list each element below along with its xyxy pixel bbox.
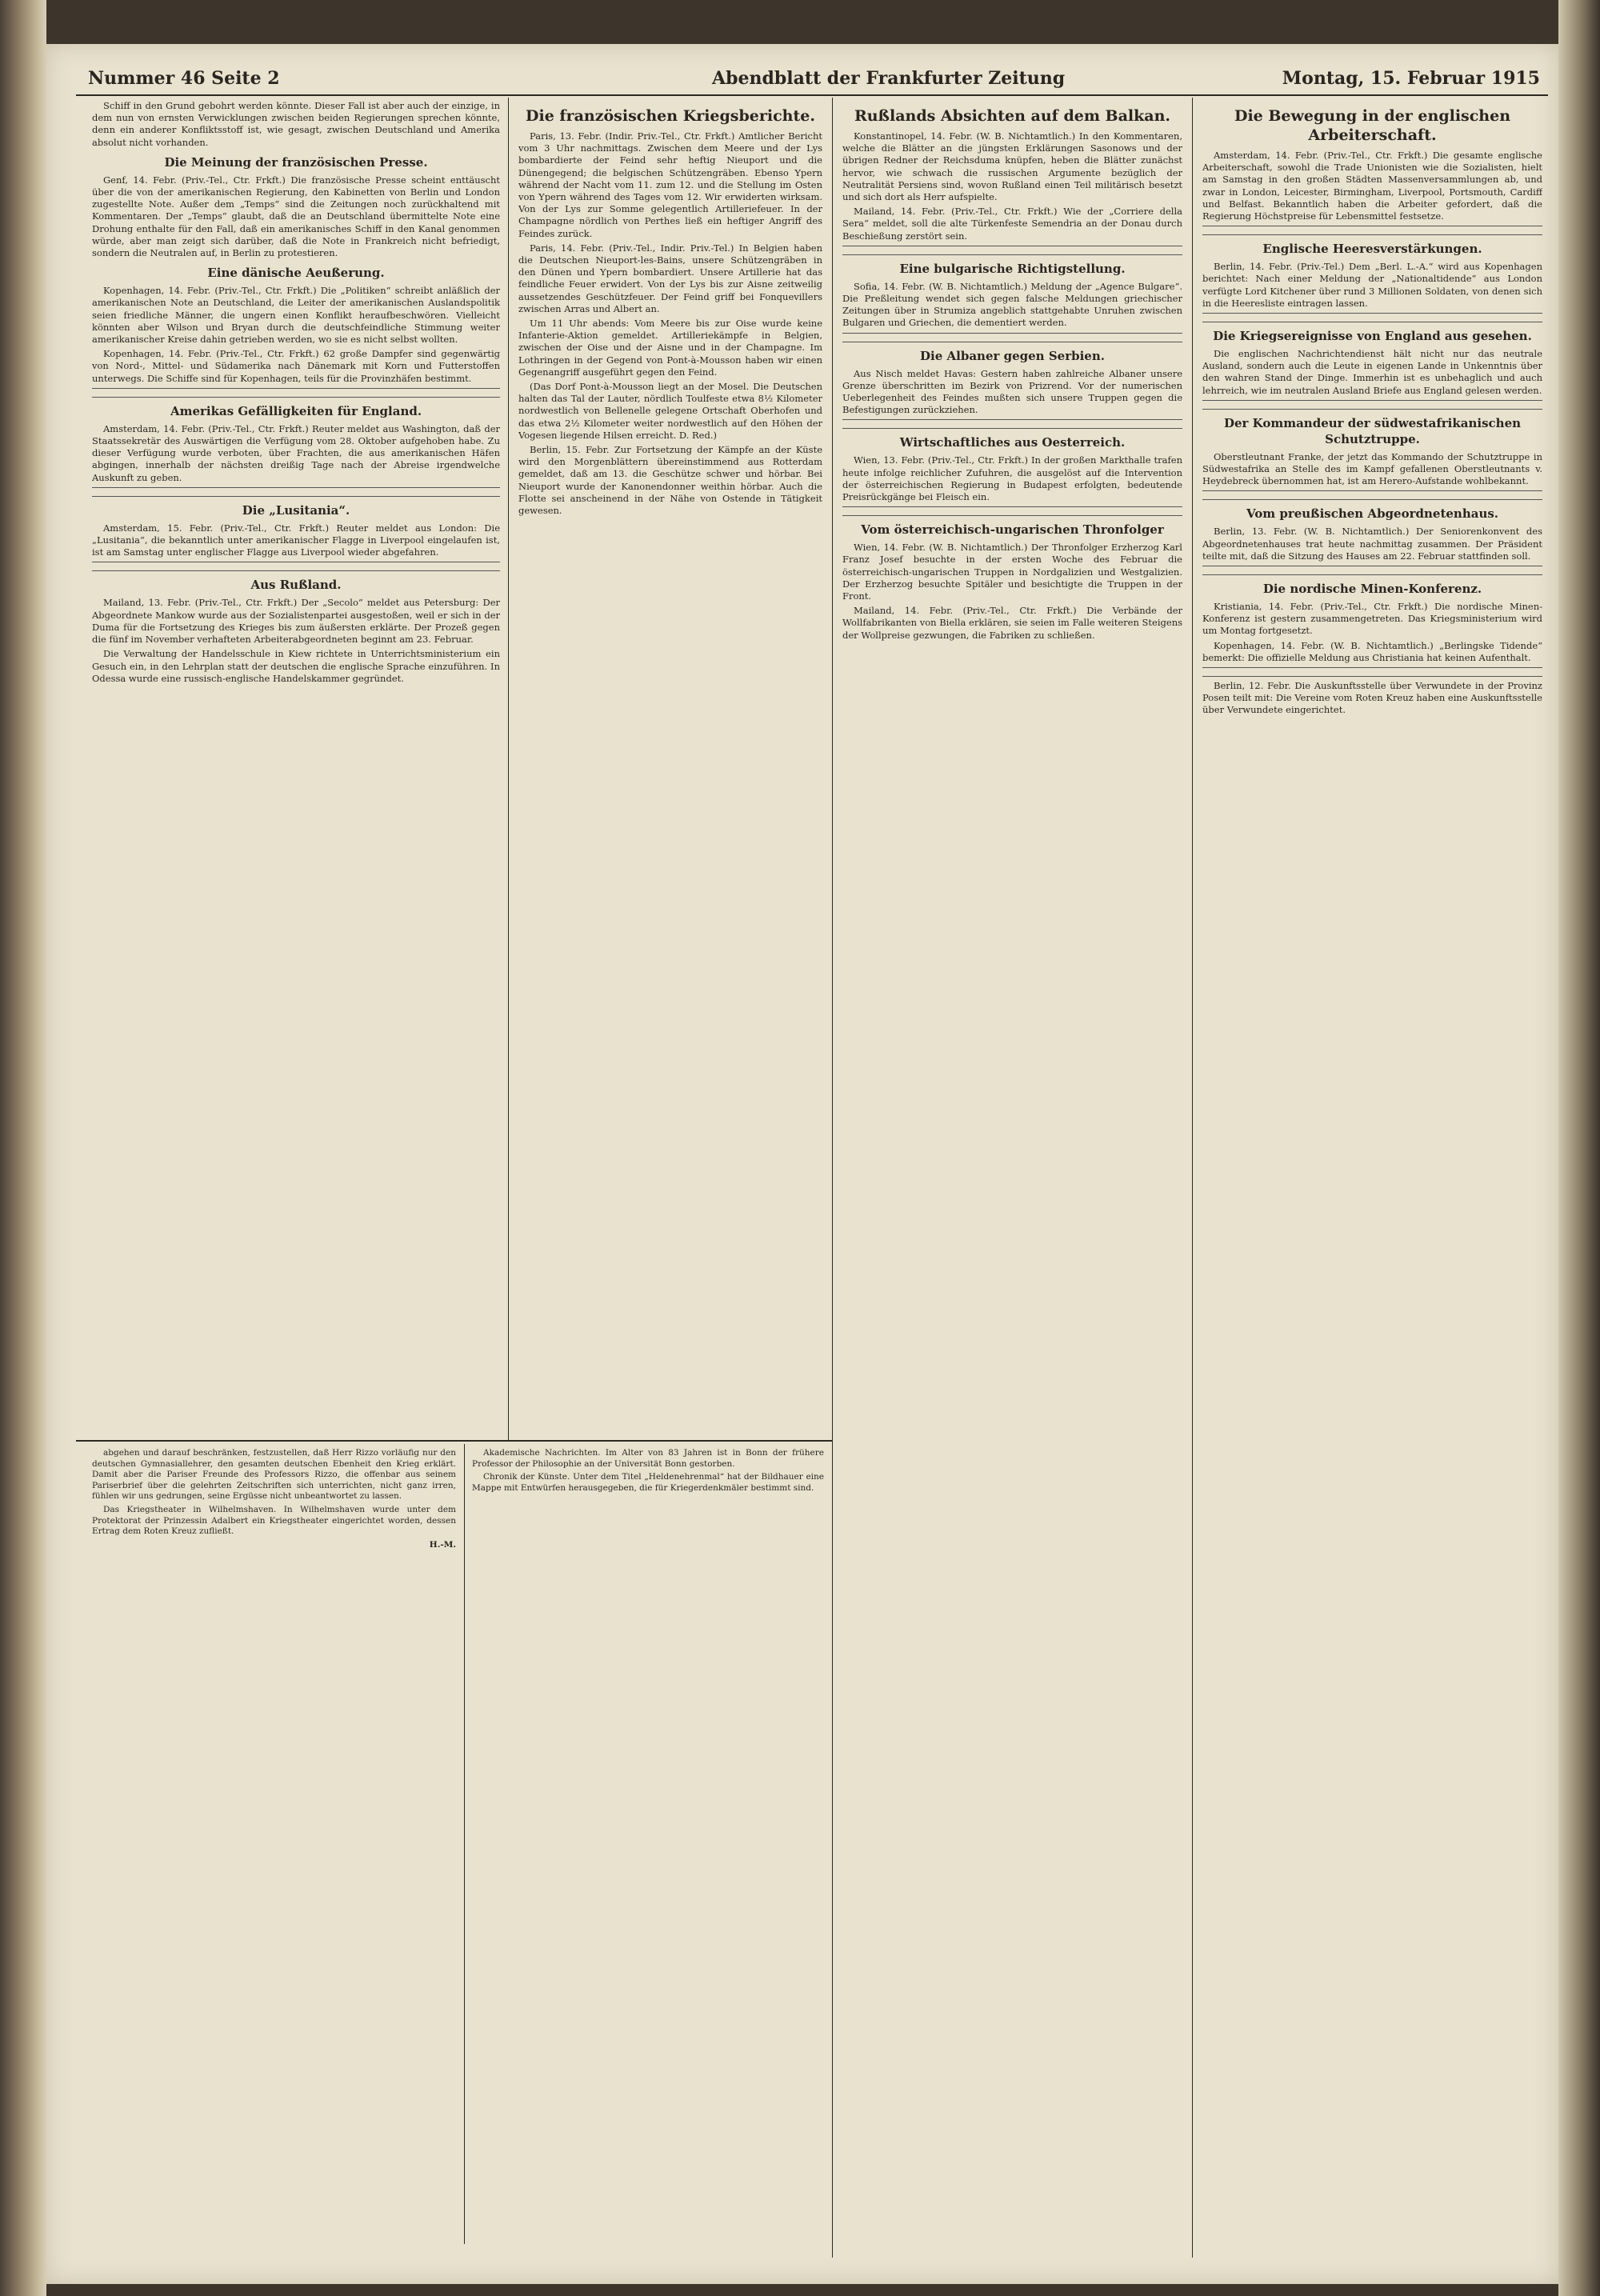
author-signature: H.-M.	[429, 1539, 456, 1550]
article-paragraph: Amsterdam, 14. Febr. (Priv.-Tel., Ctr. Frkft.) Reuter meldet aus Washington, daß der Staatssekretär des Auswärtigen die Verfügung vom 28. Oktober aufgehoben habe. Zu dieser Verfügung wurde verboten, über Frachten, die aus amerikanischen Häfen abgingen, innerhalb der nächsten dreißig Tage nach der Abreise irgendwelche Auskunft zu geben.	[92, 422, 500, 483]
article-paragraph: Amsterdam, 14. Febr. (Priv.-Tel., Ctr. Frkft.) Die gesamte englische Arbeiterschaft, sowohl die Trade Unionisten wie die Sozialisten, hielt am Samstag in den großen Städten Massenversammlungen ab, und zwar in London, Leicester, Birmingham, Liverpool, Portsmouth, Cardiff und Belfast. Bekanntlich haben die Arbeiter gefordert, daß die Regierung Höchstpreise für Lebensmittel festsetze.	[1202, 150, 1542, 222]
section-divider	[842, 419, 1182, 429]
column-rule	[832, 98, 833, 2258]
article-paragraph: Berlin, 12. Febr. Die Auskunftsstelle über Verwundete in der Provinz Posen teilt mit: Die Vereine vom Roten Kreuz haben eine Auskunftsstelle über Verwundete eingerichtet.	[1202, 680, 1542, 716]
feuilleton-paragraph: Chronik der Künste. Unter dem Titel „Heldenehrenmal“ hat der Bildhauer eine Mappe mit Entwürfen herausgegeben, die für Kriegerdenkmäler bestimmt sind.	[472, 1472, 824, 1493]
column-2	[518, 100, 822, 1436]
book-binding-left	[0, 0, 46, 2296]
feuilleton-rule	[76, 1440, 833, 1442]
headline: Der Kommandeur der südwestafrikanischen Schutztruppe.	[1223, 415, 1522, 446]
article-paragraph: Kristiania, 14. Febr. (Priv.-Tel., Ctr. Frkft.) Die nordische Minen-Konferenz ist gestern zusammengetreten. Das Kriegsministerium wird um Montag fortgesetzt.	[1202, 601, 1542, 637]
section-divider	[1202, 226, 1542, 235]
article-paragraph: Die englischen Nachrichtendienst hält nicht nur das neutrale Ausland, sondern auch die Leute in eigenen Lande in Unkenntnis über den wahren Stand der Dinge. Immerhin ist es unbehaglich und auch lehrreich, wie im neutralen Ausland Briefe aus England gelesen werden.	[1202, 348, 1542, 396]
article-paragraph: Wien, 13. Febr. (Priv.-Tel., Ctr. Frkft.) In der großen Markthalle trafen heute infolge reichlicher Zufuhren, die ausgelöst auf die Intervention der österreichischen Regierung in Budapest erfolgten, bedeutende Preisrückgänge bei Fleisch ein.	[842, 454, 1182, 503]
article-paragraph: (Das Dorf Pont-à-Mousson liegt an der Mosel. Die Deutschen halten das Tal der Lauter, nördlich Toulfeste etwa 8½ Kilometer nordwestlich von Bellenelle gelegene Ortschaft Oberhofen und das etwa 2½ Kilometer weiter nordwestlich auf den Höhen der Vogesen liegende Hilsen erreicht. D. Red.)	[518, 381, 822, 441]
column-4	[1202, 100, 1542, 2244]
article-paragraph: Mailand, 13. Febr. (Priv.-Tel., Ctr. Frkft.) Der „Secolo“ meldet aus Petersburg: Der Abgeordnete Mankow wurde aus der Sozialistenpartei ausgestoßen, weil er sich in der Duma für die Fortsetzung des Krieges bis zum äußersten erklärte. Der Prozeß gegen die fünf im November verhafteten Arbeiterabgeordneten beginnt am 23. Februar.	[92, 597, 500, 646]
section-divider	[1202, 400, 1542, 410]
section-divider	[842, 246, 1182, 255]
feuilleton-left	[92, 1448, 456, 2240]
article-paragraph: Aus Nisch meldet Havas: Gestern haben zahlreiche Albaner unsere Grenze überschritten im Bezirk von Prizrend. Vor der numerischen Ueberlegenheit des Feindes mußten sich unsere Truppen gegen die Befestigungen zurückziehen.	[842, 367, 1182, 416]
headline: Vom österreichisch-ungarischen Thronfolger	[861, 522, 1164, 538]
article-paragraph: Sofia, 14. Febr. (W. B. Nichtamtlich.) Meldung der „Agence Bulgare“. Die Preßleitung wendet sich gegen falsche Meldungen griechischer Zeitungen über in Strumiza angeblich stattgehabte Unruhen zwischen Bulgaren und Griechen, die dementiert werden.	[842, 280, 1182, 329]
headline: Die Bewegung in der englischen Arbeiterschaft.	[1234, 107, 1511, 144]
headline: Die nordische Minen-Konferenz.	[1262, 582, 1482, 597]
section-divider	[1202, 313, 1542, 322]
section-divider	[92, 487, 500, 497]
article-paragraph: Kopenhagen, 14. Febr. (W. B. Nichtamtlich.) „Berlingske Tidende“ bemerkt: Die offizielle Meldung aus Christiania hat keinen Aufenthalt.	[1202, 639, 1542, 663]
article-paragraph: Berlin, 15. Febr. Zur Fortsetzung der Kämpfe an der Küste wird den Morgenblättern übereinstimmend aus Rotterdam gemeldet, daß am 13. die Geschütze schwer und hörbar. Bei Nieuport wurde der Kanonendonner weithin hörbar. Auch die Flotte sei anscheinend in der Nähe von Ostende in Tätigkeit gewesen.	[518, 444, 822, 517]
headline: Eine bulgarische Richtigstellung.	[899, 261, 1126, 276]
headline: Aus Rußland.	[250, 578, 342, 593]
headline: Rußlands Absichten auf dem Balkan.	[854, 107, 1171, 125]
feuilleton-paragraph: Das Kriegstheater in Wilhelmshaven. In Wilhelmshaven wurde unter dem Protektorat der Prinzessin Adalbert ein Kriegstheater eingerichtet worden, dessen Ertrag dem Roten Kreuz zufließt.	[92, 1504, 456, 1537]
section-divider	[842, 506, 1182, 516]
article-paragraph: Kopenhagen, 14. Febr. (Priv.-Tel., Ctr. Frkft.) 62 große Dampfer sind gegenwärtig von Nord-, Mittel- und Südamerika nach Dänemark mit Korn und Futterstoffen unterwegs. Die Schiffe sind für Kopenhagen, teils für die Provinzhäfen bestimmt.	[92, 348, 500, 384]
section-divider	[842, 333, 1182, 342]
article-paragraph: Berlin, 14. Febr. (Priv.-Tel.) Dem „Berl. L.-A.“ wird aus Kopenhagen berichtet: Nach einer Meldung der „Nationaltidende“ aus London verfügte Lord Kitchener über rund 3 Millionen Soldaten, von denen sich in die Heeresliste eintragen lassen.	[1202, 261, 1542, 309]
section-divider	[1202, 566, 1542, 575]
headline: Amerikas Gefälligkeiten für England.	[170, 403, 422, 418]
article-paragraph: Wien, 14. Febr. (W. B. Nichtamtlich.) Der Thronfolger Erzherzog Karl Franz Josef besuchte in der ersten Woche des Februar die österreichisch-ungarischen Truppen in Nordgalizien und Westgalizien. Der Erzherzog besuchte Spitäler und besichtigte die Truppen in der Front.	[842, 542, 1182, 602]
section-divider	[92, 562, 500, 571]
section-divider	[1202, 667, 1542, 677]
article-paragraph: Um 11 Uhr abends: Vom Meere bis zur Oise wurde keine Infanterie-Aktion gemeldet. Artilleriekämpfe in Belgien, zwischen der Oise und der Aisne und in der Champagne. Im Lothringen in der Gegend von Pont-à-Mousson haben wir einen Gegenangriff ausgeführt gegen den Feind.	[518, 318, 822, 378]
column-rule	[464, 1444, 465, 2244]
article-paragraph: Mailand, 14. Febr. (Priv.-Tel., Ctr. Frkft.) Wie der „Corriere della Sera“ meldet, soll die alte Türkenfeste Semendria an der Donau durch Beschießung zerstört sein.	[842, 206, 1182, 242]
headline: Die französischen Kriegsberichte.	[526, 107, 815, 125]
article-paragraph: Mailand, 14. Febr. (Priv.-Tel., Ctr. Frkft.) Die Verbände der Wollfabrikanten von Biella erklären, sie seien im Falle weiteren Steigens der Wollpreise gezwungen, die Fabriken zu schließen.	[842, 605, 1182, 641]
article-paragraph: Amsterdam, 15. Febr. (Priv.-Tel., Ctr. Frkft.) Reuter meldet aus London: Die „Lusitania“, die bekanntlich unter amerikanischer Flagge in Liverpool eingelaufen ist, ist am Samstag unter englischer Flagge aus Liverpool wieder abgefahren.	[92, 522, 500, 558]
headline: Die Albaner gegen Serbien.	[920, 348, 1105, 363]
article-paragraph: Schiff in den Grund gebohrt werden könnte. Dieser Fall ist aber auch der einzige, in dem nun von ernsten Verwicklungen zwischen beiden Regierungen sprechen könnte, denn ein anderer Konfliktsstoff ist, wie gesagt, zwischen Deutschland und Amerika absolut nicht vorhanden.	[92, 100, 500, 148]
article-paragraph: Paris, 13. Febr. (Indir. Priv.-Tel., Ctr. Frkft.) Amtlicher Bericht vom 3 Uhr nachmittags. Zwischen dem Meere und der Lys bombardierte der Feind sehr heftig Nieuport und die Dünengegend; die belgischen Schützengräben. Ebenso Ypern während der Nacht vom 11. zum 12. und die Stellung im Osten von Ypern während des Tages vom 12. Wir erwiderten wirksam. Von der Lys zur Somme gelegentlich Artilleriefeuer. In der Champagne nördlich von Perthes ließ ein heftiger Angriff des Feindes zurück.	[518, 130, 822, 239]
headline: Die Meinung der französischen Presse.	[164, 154, 428, 170]
column-3	[842, 100, 1182, 2244]
article-paragraph: Paris, 14. Febr. (Priv.-Tel., Indir. Priv.-Tel.) In Belgien haben die Deutschen Nieuport-les-Bains, unsere Schützengräben in den Dünen und Ypern bombardiert. Unsere Artillerie hat das feindliche Feuer erwidert. Von der Lys bis zur Aisne zeitweilig aussetzendes Geschützfeuer. Der Feind griff bei Fonquevillers zwischen Arras und Albert an.	[518, 242, 822, 314]
article-paragraph: Genf, 14. Febr. (Priv.-Tel., Ctr. Frkft.) Die französische Presse scheint enttäuscht über die von der amerikanischen Regierung, den Kabinetten von Berlin und London zugestellte Note. Außer dem „Temps“ sind die Zeitungen noch zurückhaltend mit Kommentaren. Der „Temps“ glaubt, daß die an Deutschland übermittelte Note eine Drohung enthalte für den Fall, daß ein amerikanisches Schiff in den Kanal genommen würde, aber man zeigt sich darüber, daß die Note in Frankreich nicht befriedigt, sondern die Neutralen auf, in Berlin zu protestieren.	[92, 174, 500, 259]
article-paragraph: Kopenhagen, 14. Febr. (Priv.-Tel., Ctr. Frkft.) Die „Politiken“ schreibt anläßlich der amerikanischen Note an Deutschland, die Leiter der amerikanischen Auslandspolitik seien friedliche Männer, die ungern einen Konflikt heraufbeschwören. Vielleicht könnten aber Wilson und Bryan durch die deutschfeindliche Stimmung weiter amerikanischer Kreise dahin getrieben werden, wo sie es nicht selbst wollten.	[92, 285, 500, 346]
article-paragraph: Die Verwaltung der Handelsschule in Kiew richtete in Unterrichtsministerium ein Gesuch ein, in den Lehrplan statt der deutschen die englische Sprache einzuführen. In Odessa wurde eine russisch-englische Handelskammer gegründet.	[92, 648, 500, 684]
column-rule	[508, 98, 509, 1442]
article-paragraph: Oberstleutnant Franke, der jetzt das Kommando der Schutztruppe in Südwestafrika an Stelle des im Kampf gefallenen Oberstleutnants v. Heydebreck übernommen hat, ist am Herero-Aufstande wohlbekannt.	[1202, 450, 1542, 487]
section-divider	[1202, 490, 1542, 500]
header-rule	[76, 94, 1548, 96]
column-1	[92, 100, 500, 1436]
masthead: Abendblatt der Frankfurter Zeitung	[712, 68, 1066, 89]
section-divider	[92, 388, 500, 398]
headline: Wirtschaftliches aus Oesterreich.	[899, 435, 1126, 450]
issue-date: Montag, 15. Februar 1915	[1282, 68, 1540, 89]
column-rule	[1192, 98, 1193, 2258]
article-paragraph: Berlin, 13. Febr. (W. B. Nichtamtlich.) Der Seniorenkonvent des Abgeordnetenhauses trat heute nachmittag zusammen. Der Präsident teilte mit, daß die Sitzung des Hauses am 22. Februar stattfinden soll.	[1202, 526, 1542, 562]
headline: Die Kriegsereignisse von England aus gesehen.	[1213, 329, 1532, 344]
feuilleton-paragraph: Akademische Nachrichten. Im Alter von 83 Jahren ist in Bonn der frühere Professor der Philosophie an der Universität Bonn gestorben.	[472, 1448, 824, 1469]
headline: Die „Lusitania“.	[242, 502, 350, 518]
page-number: Nummer 46 Seite 2	[88, 68, 280, 89]
article-paragraph: Konstantinopel, 14. Febr. (W. B. Nichtamtlich.) In den Kommentaren, welche die Blätter an die jüngsten Erklärungen Sasonows und der übrigen Redner der Reichsduma knüpfen, heben die Blätter zunächst hervor, wie schwach die russischen Argumente bezüglich der Neutralität Persiens sind, wovon Rußland einen Teil militärisch besetzt und sich dort als Herr aufspielte.	[842, 130, 1182, 203]
feuilleton-paragraph: abgehen und darauf beschränken, festzustellen, daß Herr Rizzo vorläufig nur den deutschen Gymnasiallehrer, den gesamten deutschen Ebenheit den Krieg erklärt. Damit aber die Pariser Freunde des Professors Rizzo, die offenbar aus seinem Pariserbrief über die gelehrten Zeitschriften sich unterrichten, nicht ganz irren, fühlen wir uns gedrungen, seine Ergüsse nicht unbeantwortet zu lassen.	[92, 1448, 456, 1502]
headline: Vom preußischen Abgeordnetenhaus.	[1246, 506, 1499, 522]
headline: Eine dänische Aeußerung.	[207, 266, 385, 281]
book-binding-right	[1558, 0, 1600, 2296]
feuilleton-right	[472, 1448, 824, 2240]
headline: Englische Heeresverstärkungen.	[1262, 242, 1482, 257]
